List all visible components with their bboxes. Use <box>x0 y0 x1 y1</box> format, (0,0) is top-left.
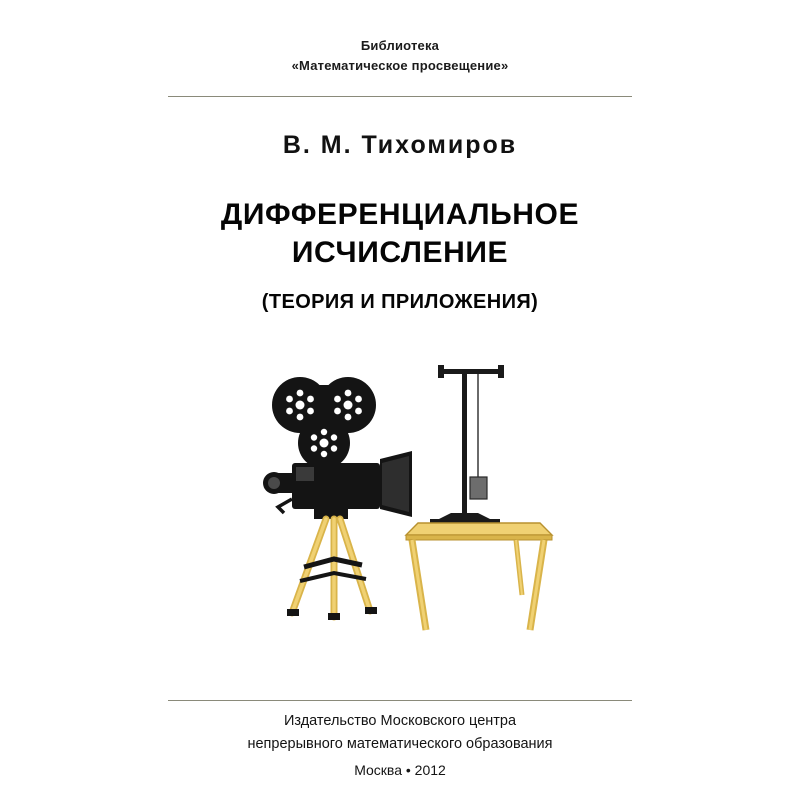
divider-bottom <box>168 700 632 701</box>
series-line-1: Библиотека <box>360 38 440 53</box>
table-icon <box>406 523 552 630</box>
publisher-block <box>0 710 800 782</box>
pendulum-stand-icon <box>430 365 504 524</box>
cover-illustration <box>230 355 590 640</box>
film-camera-icon <box>263 377 412 620</box>
series-line-2: «Математическое просвещение» <box>291 58 509 74</box>
subtitle: (ТЕОРИЯ И ПРИЛОЖЕНИЯ) <box>261 291 539 313</box>
title-line-2: ИСЧИСЛЕНИЕ <box>291 236 509 270</box>
series-title <box>0 36 800 76</box>
title-line-1: ДИФФЕРЕНЦИАЛЬНОЕ <box>220 198 580 231</box>
publisher-line-2: непрерывного математического образования <box>247 736 553 753</box>
author-name: В. М. Тихомиров <box>282 131 518 159</box>
publisher-city-year: Москва • 2012 <box>354 761 446 778</box>
publisher-line-1: Издательство Московского центра <box>283 713 517 729</box>
page-title <box>0 196 800 273</box>
divider-top <box>168 96 632 97</box>
